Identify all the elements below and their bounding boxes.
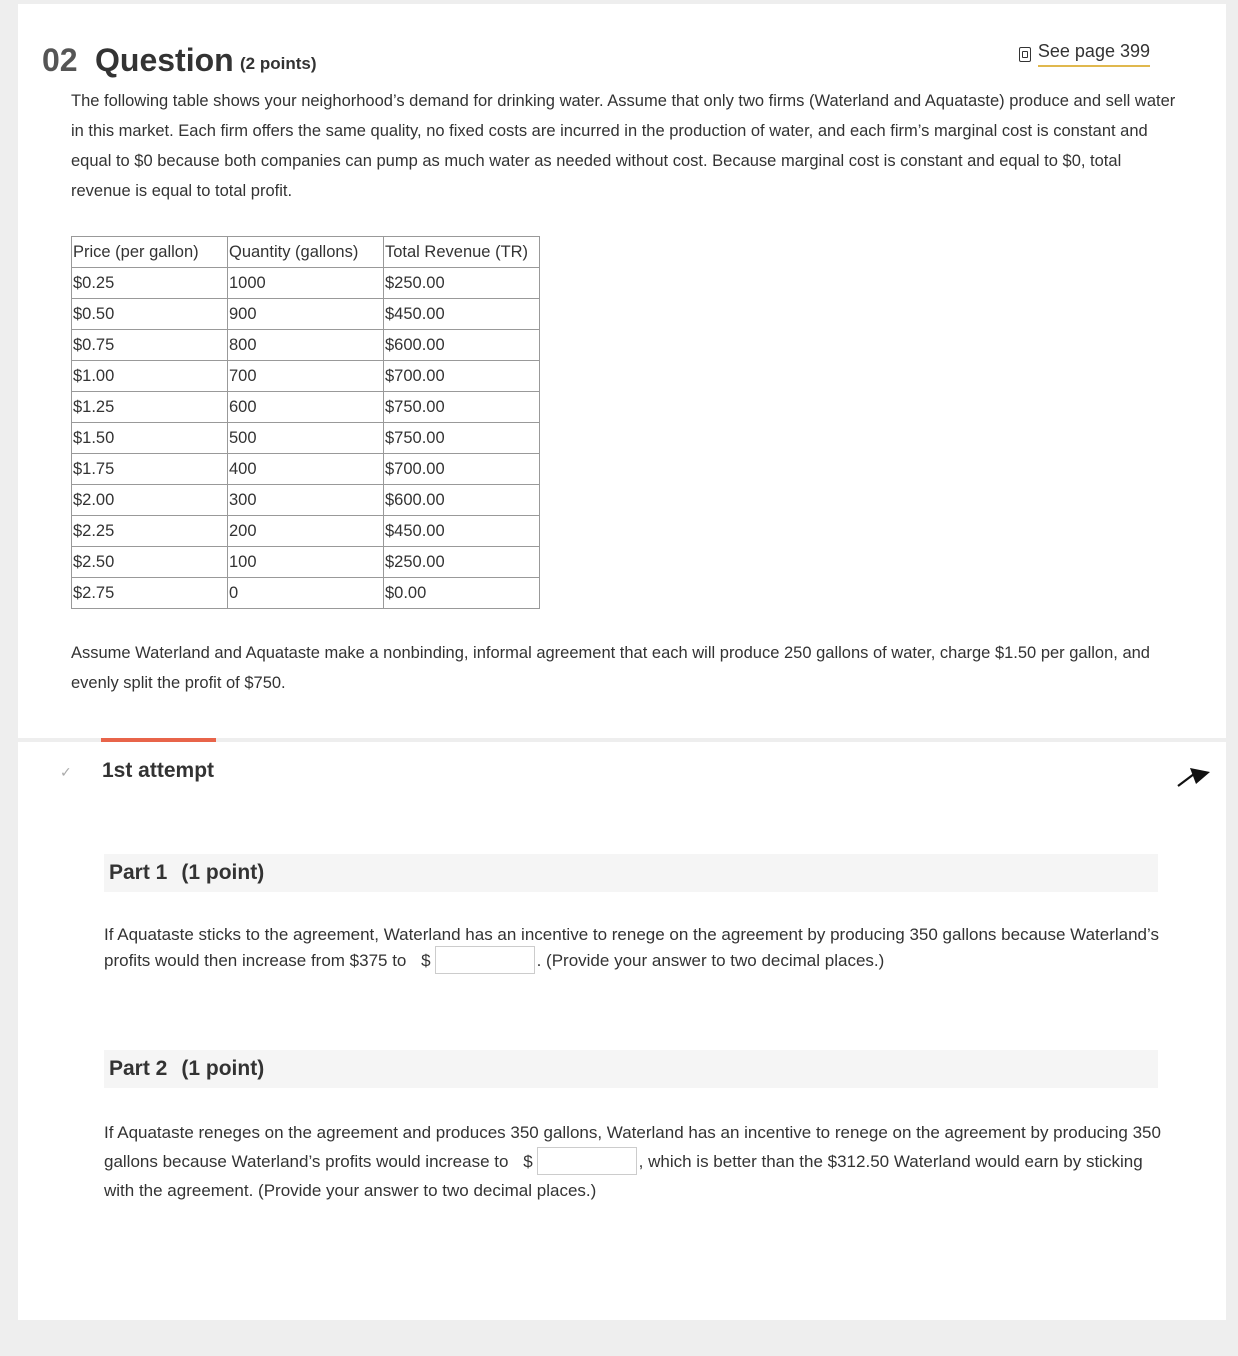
part1-answer-input[interactable] xyxy=(435,946,535,974)
question-points: (2 points) xyxy=(240,54,317,73)
quantity-cell: 100 xyxy=(228,547,384,578)
attempt-card xyxy=(18,742,1226,1320)
revenue-cell: $450.00 xyxy=(384,516,540,547)
pin-icon[interactable] xyxy=(1176,758,1212,788)
revenue-cell: $250.00 xyxy=(384,268,540,299)
revenue-cell: $700.00 xyxy=(384,454,540,485)
quantity-cell: 1000 xyxy=(228,268,384,299)
column-header-quantity: Quantity (gallons) xyxy=(228,237,384,268)
part1-header xyxy=(104,854,1158,892)
price-cell: $0.50 xyxy=(72,299,228,330)
part1-question xyxy=(104,922,1164,974)
table-row xyxy=(72,299,540,330)
demand-table xyxy=(71,236,540,609)
quantity-cell: 0 xyxy=(228,578,384,609)
part1-label: Part 1 xyxy=(109,861,168,884)
see-page-label[interactable]: See page 399 xyxy=(1038,41,1150,67)
part1-instruction: . (Provide your answer to two decimal places.) xyxy=(536,951,885,970)
price-cell: $0.75 xyxy=(72,330,228,361)
part1-points: (1 point) xyxy=(181,861,265,884)
part2-answer-input[interactable] xyxy=(537,1147,637,1175)
revenue-cell: $750.00 xyxy=(384,423,540,454)
table-row xyxy=(72,578,540,609)
part1-currency: $ xyxy=(421,951,431,970)
table-row xyxy=(72,454,540,485)
revenue-cell: $0.00 xyxy=(384,578,540,609)
question-number: 02 xyxy=(42,42,78,78)
table-row xyxy=(72,330,540,361)
column-header-total-revenue: Total Revenue (TR) xyxy=(384,237,540,268)
see-page-link[interactable] xyxy=(1019,41,1150,67)
question-prompt: The following table shows your neighorhood’s demand for drinking water. Assume that only two firms (Waterland and Aquataste) produce and sell water in this market. Each firm offers the same quality, no fixed costs are incurred in the production of water, and each firm’s marginal cost is constant and equal to $0 because both companies can pump as much water as needed without cost. Because marginal cost is constant and equal to $0, total revenue is equal to total profit. xyxy=(71,92,1176,200)
revenue-cell: $250.00 xyxy=(384,547,540,578)
column-header-price: Price (per gallon) xyxy=(72,237,228,268)
quantity-cell: 900 xyxy=(228,299,384,330)
quantity-cell: 400 xyxy=(228,454,384,485)
table-row xyxy=(72,485,540,516)
table-row xyxy=(72,268,540,299)
attempt-indicator xyxy=(101,738,216,742)
price-cell: $2.25 xyxy=(72,516,228,547)
revenue-cell: $450.00 xyxy=(384,299,540,330)
quantity-cell: 800 xyxy=(228,330,384,361)
part1-text: If Aquataste sticks to the agreement, Waterland has an incentive to renege on the agreement by producing 350 gallons because Waterland’s profits would then increase from $375 to xyxy=(104,925,1159,970)
quantity-cell: 700 xyxy=(228,361,384,392)
revenue-cell: $700.00 xyxy=(384,361,540,392)
table-row xyxy=(72,423,540,454)
table-row xyxy=(72,547,540,578)
part2-instruction: , which is better than the $312.50 Waterland would earn by sticking with the agreement. (Provide your answer to two decimal places.) xyxy=(104,1152,1143,1200)
price-cell: $0.25 xyxy=(72,268,228,299)
table-row xyxy=(72,516,540,547)
question-card xyxy=(18,4,1226,738)
quantity-cell: 500 xyxy=(228,423,384,454)
part2-points: (1 point) xyxy=(181,1057,265,1080)
part2-label: Part 2 xyxy=(109,1057,168,1080)
part2-question xyxy=(104,1118,1164,1205)
part2-currency: $ xyxy=(523,1152,533,1171)
chevron-down-icon[interactable]: ✓ xyxy=(60,764,72,780)
quantity-cell: 200 xyxy=(228,516,384,547)
price-cell: $1.25 xyxy=(72,392,228,423)
agreement-text: Assume Waterland and Aquataste make a nonbinding, informal agreement that each will produce 250 gallons of water, charge $1.50 per gallon, and evenly split the profit of $750. xyxy=(71,644,1150,692)
table-row xyxy=(72,392,540,423)
attempt-title[interactable]: 1st attempt xyxy=(102,759,215,782)
table-header-row xyxy=(72,237,540,268)
quantity-cell: 600 xyxy=(228,392,384,423)
price-cell: $2.75 xyxy=(72,578,228,609)
price-cell: $1.00 xyxy=(72,361,228,392)
ebook-icon xyxy=(1019,47,1031,62)
table-row xyxy=(72,361,540,392)
quantity-cell: 300 xyxy=(228,485,384,516)
revenue-cell: $600.00 xyxy=(384,330,540,361)
price-cell: $1.50 xyxy=(72,423,228,454)
price-cell: $2.50 xyxy=(72,547,228,578)
price-cell: $2.00 xyxy=(72,485,228,516)
question-label: Question xyxy=(95,42,234,78)
price-cell: $1.75 xyxy=(72,454,228,485)
part2-text: If Aquataste reneges on the agreement and produces 350 gallons, Waterland has an incentive to renege on the agreement by producing 350 gallons because Waterland’s profits would increase to xyxy=(104,1123,1161,1171)
revenue-cell: $600.00 xyxy=(384,485,540,516)
part2-header xyxy=(104,1050,1158,1088)
revenue-cell: $750.00 xyxy=(384,392,540,423)
